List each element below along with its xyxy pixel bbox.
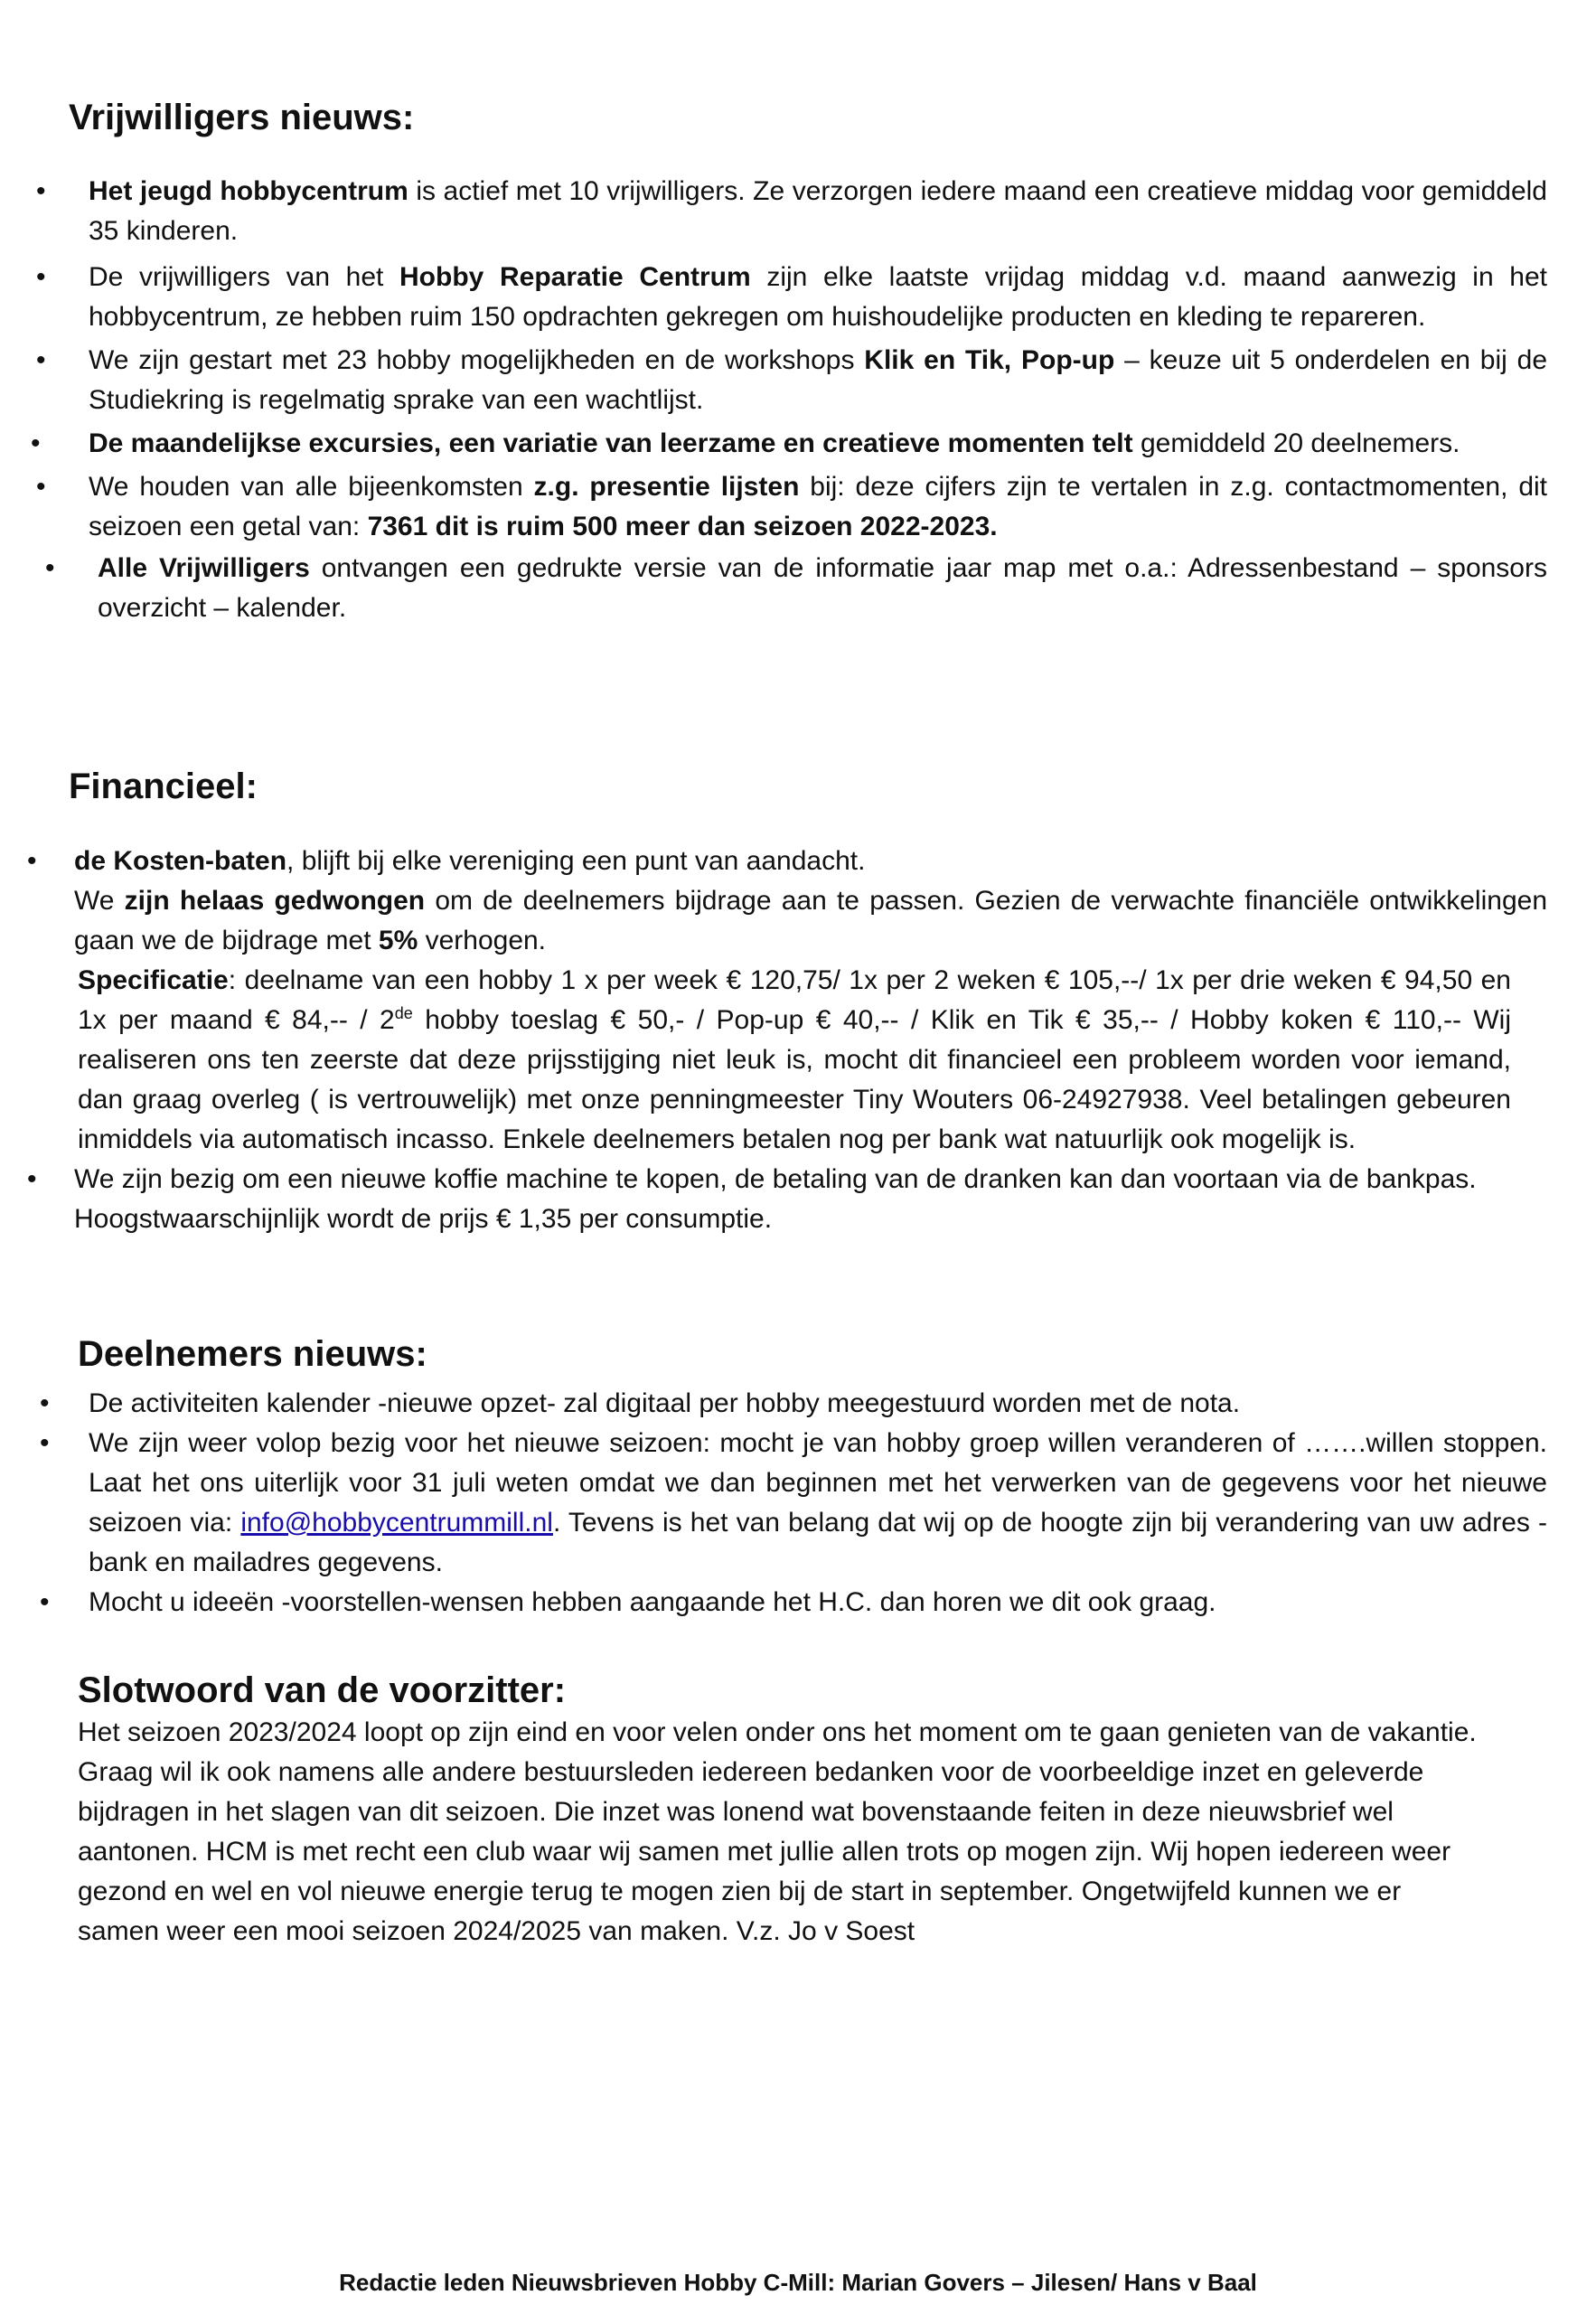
list-item [31, 424, 1547, 464]
item-text: hobby toeslag € 50,- / Pop-up € 40,-- / Klik en Tik € 35,-- / Hobby koken € 110,-- Wij realiseren ons ten zeerste dat deze prijsstijging niet leuk is, mocht dit financieel een probleem worden voor iemand, dan graag overleg ( is vertrouwelijk) met onze penningmeester Tiny Wouters 06-24927938. Veel betalingen gebeuren inmiddels via automatisch incasso. Enkele deelnemers betalen nog per bank wat natuurlijk ook mogelijk is. [78, 1005, 1512, 1154]
list-item [36, 341, 1547, 420]
item-bold: de Kosten-baten [74, 846, 287, 876]
item-text: ontvangen een gedrukte versie van de informatie jaar map met o.a.: Adressenbestand – sponsors overzicht – kalender. [98, 553, 1547, 623]
bijdrage-paragraph [74, 881, 1547, 961]
item-text: om de deelnemers bijdrage aan te passen. Gezien de verwachte financiële ontwikkelingen gaan we de bijdrage met [74, 886, 1548, 955]
list-item [27, 1160, 1547, 1239]
section-title-deelnemers: Deelnemers nieuws: [78, 1334, 427, 1374]
item-text: We zijn gestart met 23 hobby mogelijkheden en de workshops [89, 345, 865, 375]
bullet-icon: • [27, 846, 37, 876]
slotwoord-paragraph: Het seizoen 2023/2024 loopt op zijn eind en voor velen onder ons het moment om te gaan genieten van de vakantie. Graag wil ik ook namens alle andere bestuursleden iedereen bedanken voor de voorbeeldige inzet en geleverde bijdragen in het slagen van dit seizoen. Die inzet was lonend wat bovenstaande feiten in deze nieuwsbrief wel aantonen. HCM is met recht een club waar wij samen met jullie allen trots op mogen zijn. Wij hopen iedereen weer gezond en wel en vol nieuwe energie terug te mogen zien bij de start in september. Ongetwijfeld kunnen we er samen weer een mooi seizoen 2024/2025 van maken. V.z. Jo v Soest [78, 1717, 1477, 1946]
item-text: zijn elke laatste vrijdag middag v.d. maand aanwezig in het hobbycentrum, ze hebben ruim 150 opdrachten gekregen om huishoudelijke producten en kleding te repareren. [89, 262, 1547, 332]
list-item [40, 1583, 1547, 1623]
footer-redactie: Redactie leden Nieuwsbrieven Hobby C-Mill: Marian Govers – Jilesen/ Hans v Baal [339, 2269, 1257, 2296]
bullet-icon: • [36, 345, 46, 375]
email-link[interactable]: info@hobbycentrummill.nl [240, 1508, 553, 1538]
list-item [36, 172, 1547, 255]
bullet-icon: • [27, 1164, 37, 1194]
item-text: We zijn bezig om een nieuwe koffie machine te kopen, de betaling van de dranken kan dan voortaan via de bankpas. Hoogstwaarschijnlijk wordt de prijs € 1,35 per consumptie. [74, 1164, 1477, 1234]
specificatie-label: Specificatie [78, 965, 229, 995]
kosten-line [74, 842, 1547, 881]
item-text: De activiteiten kalender -nieuwe opzet- zal digitaal per hobby meegestuurd worden met de nota. [89, 1388, 1241, 1418]
superscript: de [394, 1004, 413, 1022]
item-bold: z.g. presentie lijsten [533, 472, 800, 502]
item-bold: Het jeugd hobbycentrum [89, 176, 408, 206]
item-bold: 7361 dit is ruim 500 meer dan seizoen 2022-2023. [367, 512, 998, 541]
bullet-icon: • [36, 176, 46, 206]
item-text: We houden van alle bijeenkomsten [89, 472, 534, 502]
item-text: . Tevens is het van belang dat wij op de hoogte zijn bij verandering van uw adres -bank en mailadres gegevens. [89, 1508, 1547, 1577]
item-text: bij: deze cijfers zijn te vertalen in z.g. contactmomenten, dit seizoen een getal van: [89, 472, 1547, 541]
item-bold: Klik en Tik, Pop-up [864, 345, 1115, 375]
bullet-icon: • [36, 472, 46, 502]
item-text: We zijn weer volop bezig voor het nieuwe seizoen: mocht je van hobby groep willen veranderen of …….willen stoppen. Laat het ons uiterlijk voor 31 juli weten omdat we dan beginnen met het verwerken van de gegevens voor het nieuwe seizoen via: [89, 1428, 1547, 1538]
item-text: We [74, 886, 125, 916]
list-item [27, 842, 1547, 1160]
specificatie-paragraph [74, 961, 1547, 1160]
list-item [40, 1384, 1547, 1424]
item-bold: Alle Vrijwilligers [98, 553, 310, 583]
list-item [36, 549, 1547, 628]
item-bold: Hobby Reparatie Centrum [399, 262, 751, 292]
item-text: De vrijwilligers van het [89, 262, 399, 292]
item-text: is actief met 10 vrijwilligers. Ze verzorgen iedere maand een creatieve middag voor gemiddeld 35 kinderen. [89, 176, 1547, 246]
item-bold: 5% [378, 926, 418, 955]
bullet-icon: • [40, 1428, 50, 1458]
item-text: Mocht u ideeën -voorstellen-wensen hebben aangaande het H.C. dan horen we dit ook graag. [89, 1587, 1216, 1617]
list-item [36, 258, 1547, 337]
item-bold: De maandelijkse excursies, een variatie van leerzame en creatieve momenten telt [89, 428, 1133, 458]
bullet-icon: • [31, 428, 41, 458]
deelnemers-list [40, 1384, 1547, 1623]
item-text: gemiddeld 20 deelnemers. [1132, 428, 1460, 458]
bullet-icon: • [40, 1587, 50, 1617]
item-text: : deelname van een hobby 1 x per week € 120,75/ 1x per 2 weken € 105,--/ 1x per drie weken € 94,50 en 1x per maand € 84,-- / 2 [78, 965, 1511, 1035]
bullet-icon: • [36, 262, 46, 292]
vrijwilligers-list [31, 172, 1548, 628]
list-item [40, 1424, 1547, 1583]
item-text: , blijft bij elke vereniging een punt van aandacht. [286, 846, 866, 876]
financieel-list [27, 842, 1547, 1239]
list-item [36, 467, 1547, 547]
item-text: verhogen. [418, 926, 547, 955]
section-title-slotwoord: Slotwoord van de voorzitter: [78, 1670, 567, 1710]
bullet-icon: • [40, 1388, 50, 1418]
bullet-icon: • [45, 553, 55, 583]
item-text: – keuze uit 5 onderdelen en bij de Studiekring is regelmatig sprake van een wachtlijst. [89, 345, 1548, 415]
section-title-financieel: Financieel: [69, 767, 258, 806]
item-bold: zijn helaas gedwongen [124, 886, 426, 916]
section-title-vrijwilligers: Vrijwilligers nieuws: [69, 98, 415, 137]
